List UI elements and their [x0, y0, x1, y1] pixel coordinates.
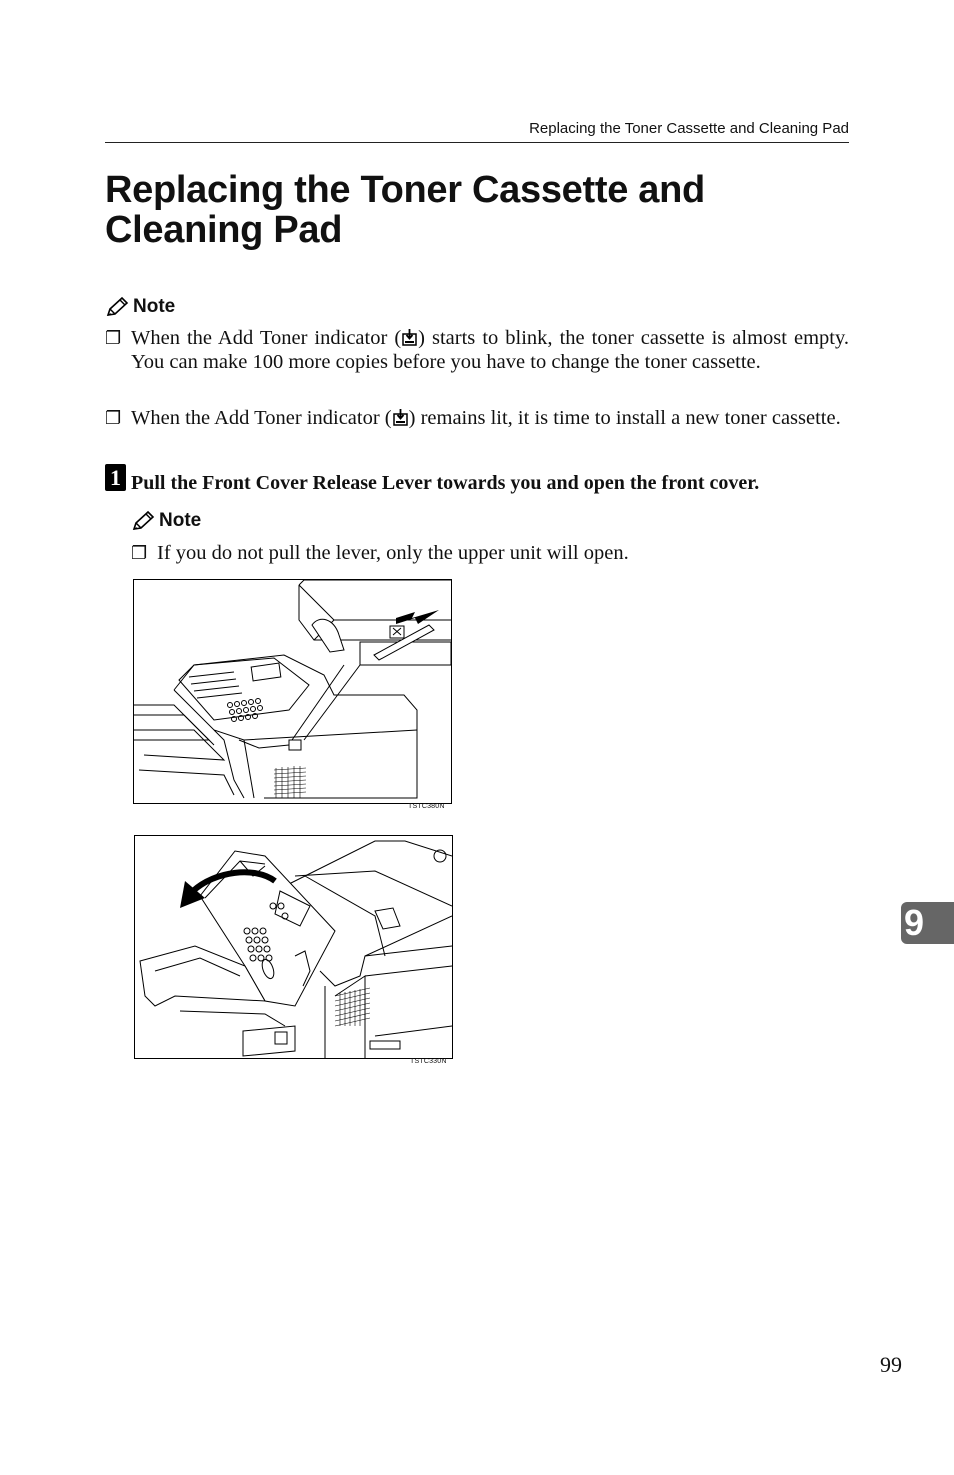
figure-code: TSTC380N [408, 803, 445, 810]
step-number: 1 [105, 464, 126, 491]
fax-machine-cover-open-illustration [135, 836, 452, 1058]
checkbox-icon: ❐ [131, 543, 148, 563]
add-toner-indicator-icon [402, 329, 417, 346]
note-heading [131, 510, 201, 532]
note-heading-label: Note [133, 296, 176, 317]
pencil-icon [105, 296, 129, 318]
note-item-lever: ❐ If you do not pull the lever, only the upper unit will open. [131, 542, 629, 564]
note-heading [105, 296, 175, 318]
page-number: 99 [880, 1352, 902, 1377]
figure-code: TSTC330N [410, 1058, 447, 1065]
step-instruction: Pull the Front Cover Release Lever towards you and open the front cover. [131, 472, 760, 494]
chapter-tab: 9 [901, 902, 954, 944]
pencil-icon [131, 510, 155, 532]
running-header: Replacing the Toner Cassette and Cleaning Pad [529, 120, 849, 137]
add-toner-indicator-icon [393, 409, 408, 426]
page-title [105, 170, 845, 250]
figure-front-cover-open [134, 835, 453, 1059]
header-rule [105, 142, 849, 143]
note-item-blink: ❐ When the Add Toner indicator ( ) starts to blink, the toner cassette is almost empty. You can make 100 more copies before you have to change the toner cassette. [105, 327, 850, 373]
fax-machine-lever-illustration [134, 580, 451, 803]
checkbox-icon: ❐ [105, 408, 122, 428]
note-heading-label: Note [159, 510, 202, 531]
checkbox-icon: ❐ [105, 328, 122, 348]
note-item-lit: ❐ When the Add Toner indicator ( ) remains lit, it is time to install a new toner cassette. [105, 407, 841, 429]
page-title-line2: Cleaning Pad [105, 209, 343, 251]
page-title-line1: Replacing the Toner Cassette and [105, 169, 705, 211]
figure-pull-lever [133, 579, 452, 804]
